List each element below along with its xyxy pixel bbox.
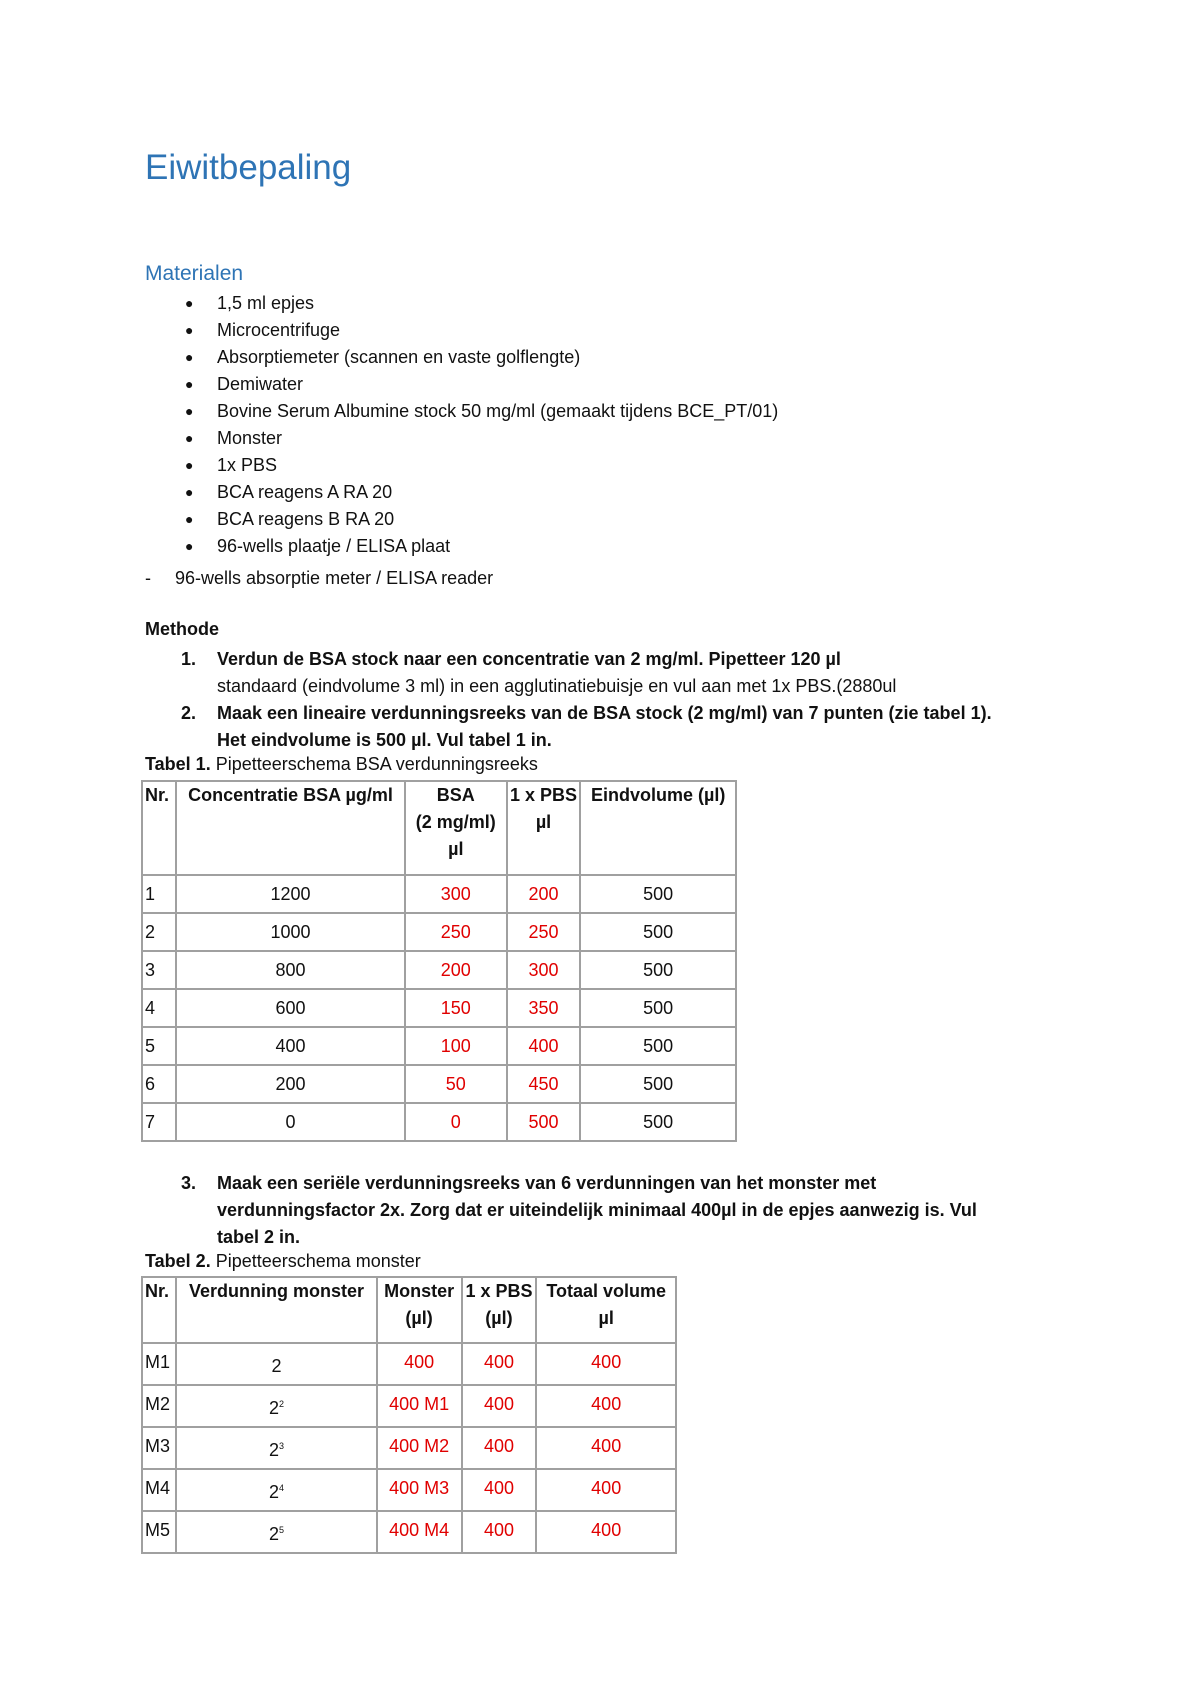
col-header-concentration: Concentratie BSA µg/ml <box>176 781 405 875</box>
bullet-icon: ● <box>185 430 194 446</box>
bullet-icon: ● <box>185 376 194 392</box>
table-row: M3 $2^3$ 400 M2 400 400 <box>142 1427 676 1469</box>
col-header-endvolume: Eindvolume (µl) <box>580 781 736 875</box>
bullet-icon: ● <box>185 511 194 527</box>
bullet-icon: ● <box>185 457 194 473</box>
bullet-icon: ● <box>185 538 194 554</box>
list-item: ● 1x PBS <box>145 452 778 479</box>
table-row: 6 200 50 450 500 <box>142 1065 736 1103</box>
list-item: ● Demiwater <box>145 371 778 398</box>
col-header-bsa: BSA (2 mg/ml) µl <box>405 781 507 875</box>
col-header-nr: Nr. <box>142 1277 176 1343</box>
list-item: ● Absorptiemeter (scannen en vaste golflengte) <box>145 344 778 371</box>
col-header-total-volume: Totaal volume µl <box>536 1277 676 1343</box>
list-item: ● Bovine Serum Albumine stock 50 mg/ml (gemaakt tijdens BCE_PT/01) <box>145 398 778 425</box>
page-title: Eiwitbepaling <box>145 148 352 187</box>
col-header-dilution: Verdunning monster <box>176 1277 376 1343</box>
col-header-sample: Monster (µl) <box>377 1277 462 1343</box>
table-row: 4 600 150 350 500 <box>142 989 736 1027</box>
list-item: ● BCA reagens A RA 20 <box>145 479 778 506</box>
table-row: 5 400 100 400 500 <box>142 1027 736 1065</box>
method-heading: Methode <box>145 619 219 639</box>
document-page: Eiwitbepaling Materialen ● 1,5 ml epjes ● Microcentrifuge ● Absorptiemeter (scannen en vaste golflengte) ● Demiwater ● Bovine Serum Albumine stock 50 mg/ml (gemaakt tijdens BCE_PT/01) ● Monster ● 1x PBS ● BCA reagens A RA 20 ● BCA reagens B RA 20 ● 96-wells plaatje / ELISA plaat - 96-wells absorptie meter / ELISA reader Methode 1. Verdun de BSA stock naar een concentratie van 2 mg/ml. Pipetteer 120 µl standaard (eindvolume 3 ml) in een agglutinatiebuisje en vul aan met 1x PBS.(2880ul 2. Maak een lineaire verdunningsreeks van de BSA stock (2 mg/ml) van 7 punten (zie tabel 1). Het eindvolume is 500 µl. Vul tabel 1 in. Tabel 1. Pipetteerschema BSA verdunningsreeks Nr. Concentratie BSA µg/ml BSA (2 mg/ml) µl 1 x PBS µl Eindvolume (µl) 1 1200 300 200 500 2 1000 250 250 500 3 800 200 300 500 4 600 150 350 500 5 400 100 400 500 6 200 50 450 500 7 0 0 500 500 3. Maak een seriële verdunningsreeks van 6 verdunningen van het monster met verdunningsfactor 2x. Zorg dat er uiteindelijk minimaal 400µl in de epjes aanwezig is. Vul tabel 2 in. Tabel 2. Pipetteerschema monster Nr. Verdunning monster Monster (µl) 1 x PBS (µl) Totaal volume µl M1 2 400 400 400 M2 $2^2$ 400 M1 400 400 M3 $2^3$ 400 M2 400 400 M4 $2^4$ 400 M3 400 400 M5 $2^5$ 400 M4 400 400 <box>0 0 1200 1698</box>
table-row: M1 2 400 400 400 <box>142 1343 676 1385</box>
dash-list-item: - 96-wells absorptie meter / ELISA reader <box>145 565 493 592</box>
col-header-pbs: 1 x PBS µl <box>507 781 581 875</box>
bullet-icon: ● <box>185 484 194 500</box>
bullet-icon: ● <box>185 295 194 311</box>
list-item: ● 96-wells plaatje / ELISA plaat <box>145 533 778 560</box>
table-header-row <box>142 781 736 875</box>
col-header-pbs: 1 x PBS (µl) <box>462 1277 537 1343</box>
list-item: ● BCA reagens B RA 20 <box>145 506 778 533</box>
table-bsa-dilution <box>141 780 737 1142</box>
table-row: M5 $2^5$ 400 M4 400 400 <box>142 1511 676 1553</box>
table-row: M4 $2^4$ 400 M3 400 400 <box>142 1469 676 1511</box>
table-sample-dilution <box>141 1276 677 1554</box>
table-row: M2 $2^2$ 400 M1 400 400 <box>142 1385 676 1427</box>
table-row: 7 0 0 500 500 <box>142 1103 736 1141</box>
materials-list <box>145 290 778 560</box>
list-item: ● Monster <box>145 425 778 452</box>
list-item: ● Microcentrifuge <box>145 317 778 344</box>
list-item: ● 1,5 ml epjes <box>145 290 778 317</box>
bullet-icon: ● <box>185 403 194 419</box>
dash-icon: - <box>145 568 151 588</box>
table-row: 3 800 200 300 500 <box>142 951 736 989</box>
table2-caption: Tabel 2. Pipetteerschema monster <box>145 1251 421 1271</box>
table-row: 2 1000 250 250 500 <box>142 913 736 951</box>
bullet-icon: ● <box>185 322 194 338</box>
materials-heading: Materialen <box>145 262 244 285</box>
table-row: 1 1200 300 200 500 <box>142 875 736 913</box>
table-header-row <box>142 1277 676 1343</box>
bullet-icon: ● <box>185 349 194 365</box>
table1-caption: Tabel 1. Pipetteerschema BSA verdunningsreeks <box>145 754 538 774</box>
col-header-nr: Nr. <box>142 781 176 875</box>
